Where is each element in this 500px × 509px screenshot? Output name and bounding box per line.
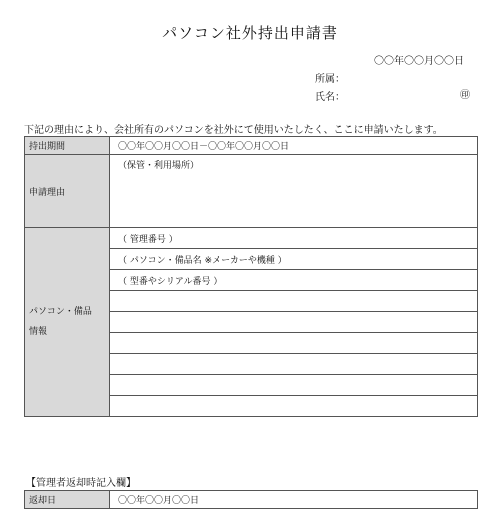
blank-cell xyxy=(110,354,478,375)
manager-section-heading: 【管理者返却時記入欄】 xyxy=(26,478,136,489)
blank-cell xyxy=(110,291,478,312)
pc-info-label-line1: パソコン・備品 xyxy=(29,307,92,317)
blank-cell xyxy=(110,375,478,396)
reason-label: 申請理由 xyxy=(25,155,110,228)
pc-device-name: （ パソコン・備品名 ※メーカーや機種 ） xyxy=(110,249,478,270)
return-date-label: 返却日 xyxy=(25,491,110,509)
application-date: 〇〇年〇〇月〇〇日 xyxy=(374,56,464,67)
reason-value: （保管・利用場所） xyxy=(110,155,478,228)
pc-serial-number: （ 型番やシリアル番号 ） xyxy=(110,270,478,291)
pc-management-number: （ 管理番号 ） xyxy=(110,228,478,249)
period-value: 〇〇年〇〇月〇〇日－〇〇年〇〇月〇〇日 xyxy=(110,137,478,155)
blank-cell xyxy=(110,396,478,417)
pc-info-label-line2: 情報 xyxy=(29,327,48,337)
blank-cell xyxy=(110,312,478,333)
application-form-table xyxy=(24,136,478,417)
pc-row xyxy=(25,228,478,249)
department-label: 所属： xyxy=(315,74,345,85)
document-title: パソコン社外持出申請書 xyxy=(162,24,338,42)
reason-row xyxy=(25,155,478,228)
intro-text: 下記の理由により、会社所有のパソコンを社外にて使用いたしたく、ここに申請いたします。 xyxy=(24,125,443,136)
blank-cell xyxy=(110,333,478,354)
seal-mark: ㊞ xyxy=(460,90,470,101)
period-label: 持出期間 xyxy=(25,137,110,155)
pc-info-label xyxy=(25,228,110,417)
name-label: 氏名： xyxy=(315,92,345,103)
period-row xyxy=(25,137,478,155)
return-date-value: 〇〇年〇〇月〇〇日 xyxy=(110,491,478,509)
